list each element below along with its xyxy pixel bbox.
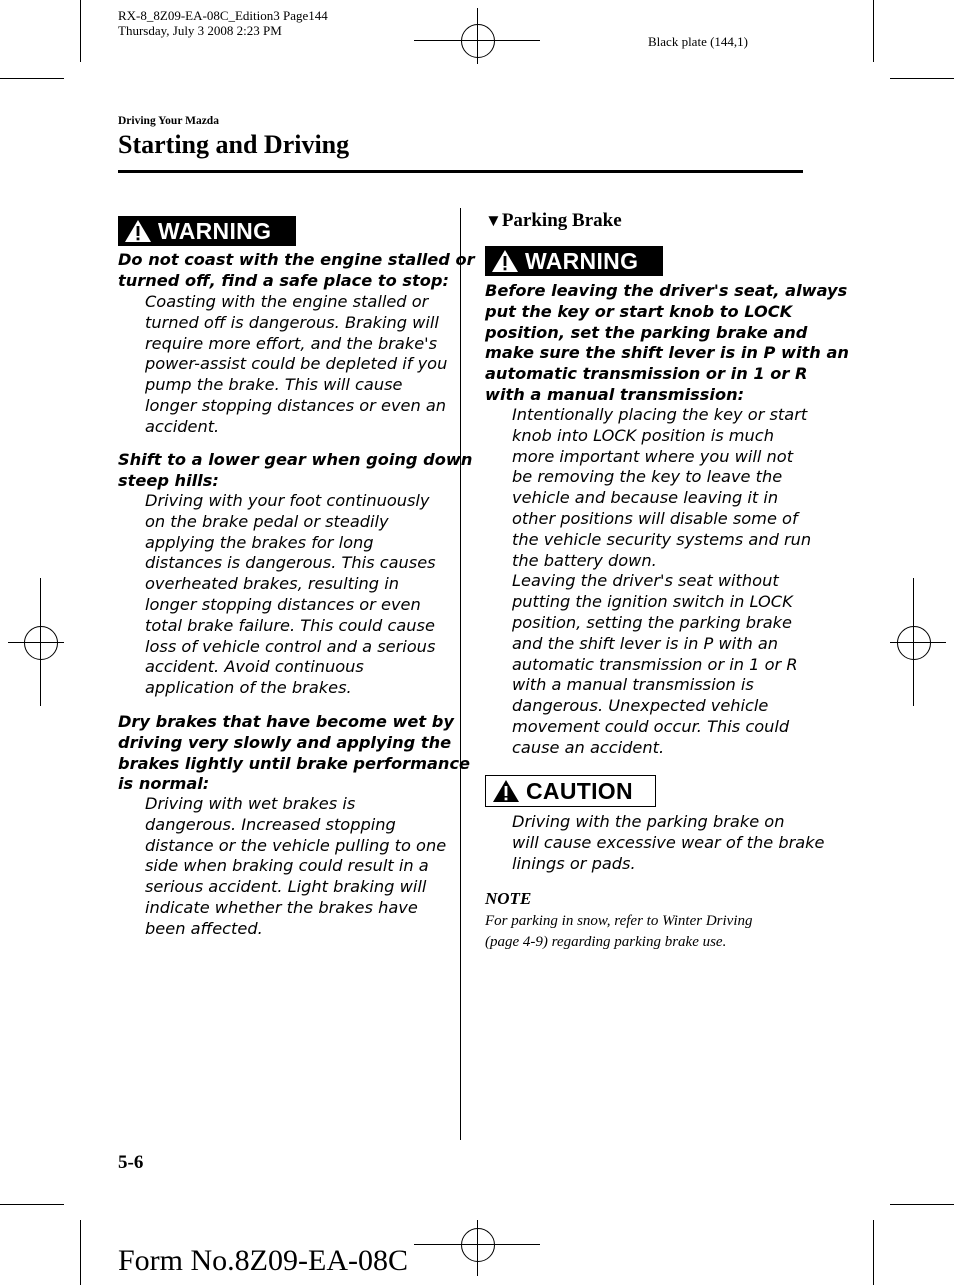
warning-label: WARNING — [158, 217, 272, 244]
crop-mark — [890, 1204, 954, 1205]
plate-label: Black plate (144,1) — [648, 34, 748, 49]
page-title: Starting and Driving — [118, 130, 350, 159]
crop-mark — [80, 1220, 81, 1285]
crop-mark — [890, 78, 954, 79]
print-header-file: RX-8_8Z09-EA-08C_Edition3 Page144 — [118, 8, 328, 23]
column-divider — [460, 208, 461, 1140]
section-subheading — [485, 210, 622, 232]
crop-mark — [80, 0, 81, 62]
warning-label: WARNING — [525, 247, 639, 274]
warning-lead: Dry brakes that have become wet by driving very slowly and applying the brakes lightly until brake performance is normal: — [118, 712, 471, 794]
warning-body: Driving with wet brakes is dangerous. Increased stopping distance or the vehicle pulling to one side when braking could result in a serious accident. Light braking will indicate whether the brakes have been affected. — [145, 794, 447, 938]
caution-label: CAUTION — [526, 777, 633, 804]
triangle-down-icon: ▼ — [485, 211, 502, 230]
crop-mark — [0, 1204, 64, 1205]
page-number: 5-6 — [118, 1152, 144, 1173]
subheading-text: Parking Brake — [501, 210, 622, 231]
crop-mark — [873, 0, 874, 62]
note-text: For parking in snow, refer to Winter Driving (page 4-9) regarding parking brake use. — [485, 913, 753, 950]
form-number: Form No.8Z09-EA-08C — [118, 1244, 408, 1277]
caution-body: Driving with the parking brake on will cause excessive wear of the brake linings or pads. — [512, 812, 825, 873]
warning-lead: Before leaving the driver's seat, always put the key or start knob to LOCK position, set the parking brake and make sure the shift lever is in P with an automatic transmission or in 1 or R with a manual transmission: — [485, 281, 849, 404]
crop-mark — [0, 78, 64, 79]
note-heading: NOTE — [485, 889, 532, 908]
warning-badge — [118, 216, 296, 246]
warning-body: Coasting with the engine stalled or turned off is dangerous. Braking will require more effort, and the brake's power-assist could be depleted if you pump the brake. This will cause longer stopping distances or even an accident. — [145, 292, 448, 436]
caution-badge — [485, 775, 656, 807]
warning-body: Intentionally placing the key or start knob into LOCK position is much more important where you will not be removing the key to leave the vehicle and because leaving it in other positions will disable some of the vehicle security systems and run the battery down. Leaving the driver's seat without putting the ignition switch in LOCK position, setting the parking brake and the shift lever is in P with an automatic transmission or in 1 or R with a manual transmission is dangerous. Unexpected vehicle movement could occur. This could cause an accident. — [512, 405, 812, 757]
warning-triangle-icon — [491, 249, 519, 273]
print-header — [118, 8, 328, 38]
warning-lead: Shift to a lower gear when going down steep hills: — [118, 450, 473, 490]
warning-badge — [485, 246, 663, 276]
warning-lead: Do not coast with the engine stalled or turned off, find a safe place to stop: — [118, 250, 475, 290]
crop-mark — [873, 1220, 874, 1285]
print-header-date: Thursday, July 3 2008 2:23 PM — [118, 23, 282, 38]
warning-triangle-icon — [124, 219, 152, 243]
title-rule — [118, 170, 803, 173]
warning-body: Driving with your foot continuously on the brake pedal or steadily applying the brakes for long distances is dangerous. This causes overheated brakes, resulting in longer stopping distances or even total brake failure. This could cause loss of vehicle control and a serious accident. Avoid continuous application of the brakes. — [145, 491, 436, 698]
warning-triangle-icon — [492, 779, 520, 803]
section-label: Driving Your Mazda — [118, 115, 219, 127]
